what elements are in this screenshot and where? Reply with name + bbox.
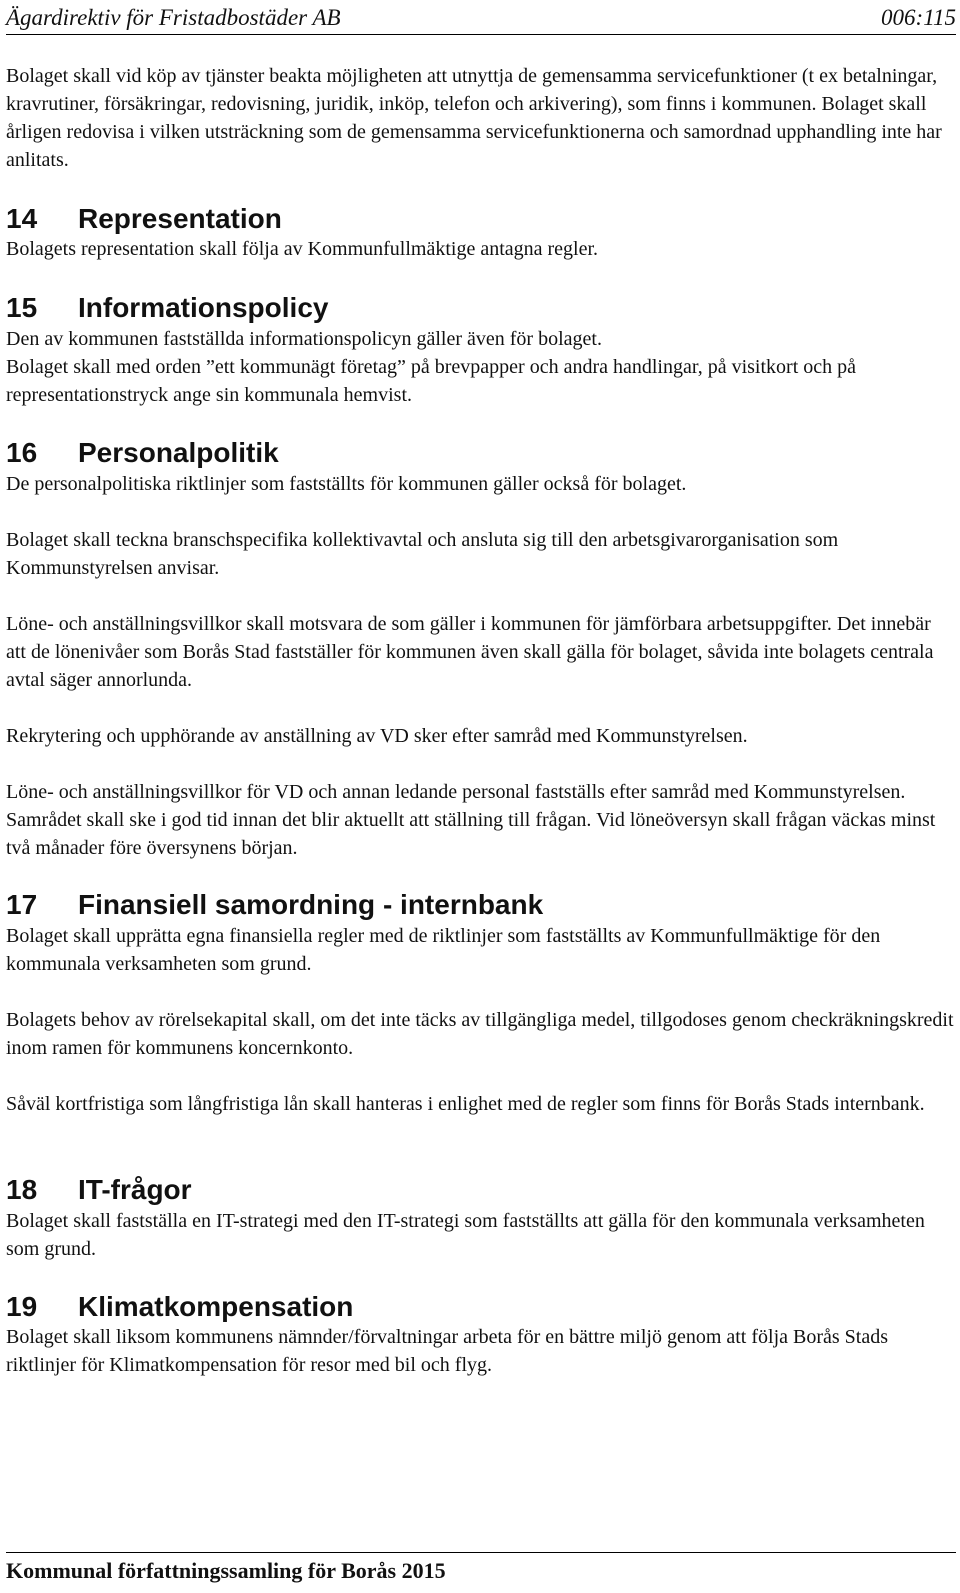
section-title: Representation	[78, 203, 282, 234]
section-heading-14	[6, 202, 282, 236]
section-paragraph: De personalpolitiska riktlinjer som fastställts för kommunen gäller också för bolaget.	[6, 473, 687, 495]
section-heading-17	[6, 888, 543, 922]
page-reference: 006:115	[881, 5, 956, 30]
section-paragraph: Den av kommunen fastställda informationspolicyn gäller även för bolaget.	[6, 328, 602, 350]
section-heading-16	[6, 436, 279, 470]
section-number: 17	[6, 889, 38, 920]
section-paragraph: Bolagets behov av rörelsekapital skall, om det inte täcks av tillgängliga medel, tillgodoses genom checkräkningskredit inom ramen för kommunens koncernkonto.	[6, 1009, 954, 1059]
page-footer	[6, 1552, 956, 1585]
section-paragraph: Bolagets representation skall följa av Kommunfullmäktige antagna regler.	[6, 238, 599, 260]
section-paragraph: Löne- och anställningsvillkor för VD och annan ledande personal fastställs efter samråd med Kommunstyrelsen. Samrådet skall ske i god tid innan det blir aktuellt att ställning till frågan. Vid löneöversyn skall frågan väckas minst två månader före översynens början.	[6, 781, 936, 859]
section-paragraph: Bolaget skall fastställa en IT-strategi med den IT-strategi som fastställts att gälla för den kommunala verksamheten som grund.	[6, 1210, 925, 1260]
section-paragraph: Bolaget skall liksom kommunens nämnder/förvaltningar arbeta för en bättre miljö genom att följa Borås Stads riktlinjer för Klimatkompensation för resor med bil och flyg.	[6, 1326, 889, 1376]
section-heading-18	[6, 1173, 192, 1207]
section-number: 15	[6, 292, 38, 323]
section-heading-19	[6, 1290, 353, 1324]
section-paragraph: Löne- och anställningsvillkor skall motsvara de som gäller i kommunen för jämförbara arbetsuppgifter. Det innebär att de lönenivåer som Borås Stad fastställer för kommunen även skall gälla för bolaget, såvida inte bolagets centrala avtal säger annorlunda.	[6, 613, 934, 691]
intro-paragraph: Bolaget skall vid köp av tjänster beakta möjligheten att utnyttja de gemensamma servicefunktioner (t ex betalningar, kravrutiner, försäkringar, redovisning, juridik, inköp, telefon och arkivering), som finns i kommunen. Bolaget skall årligen redovisa i vilken utsträckning som de gemensamma servicefunktionerna och samordnad upphandling inte har anlitats.	[6, 65, 942, 171]
section-number: 16	[6, 437, 38, 468]
section-title: Informationspolicy	[78, 292, 329, 323]
section-paragraph: Bolaget skall teckna branschspecifika kollektivavtal och ansluta sig till den arbetsgivarorganisation som Kommunstyrelsen anvisar.	[6, 529, 839, 579]
page-header	[6, 0, 956, 35]
section-heading-15	[6, 291, 328, 325]
section-title: IT-frågor	[78, 1174, 192, 1205]
section-number: 14	[6, 203, 38, 234]
section-title: Personalpolitik	[78, 437, 279, 468]
document-title: Ägardirektiv för Fristadbostäder AB	[6, 5, 341, 30]
section-paragraph: Såväl kortfristiga som långfristiga lån skall hanteras i enlighet med de regler som finns för Borås Stads internbank.	[6, 1093, 925, 1115]
section-paragraph: Bolaget skall med orden ”ett kommunägt företag” på brevpapper och andra handlingar, på visitkort och på representationstryck ange sin kommunala hemvist.	[6, 356, 857, 406]
section-number: 19	[6, 1291, 38, 1322]
section-title: Klimatkompensation	[78, 1291, 354, 1322]
section-paragraph: Rekrytering och upphörande av anställning av VD sker efter samråd med Kommunstyrelsen.	[6, 725, 748, 747]
footer-text: Kommunal författningssamling för Borås 2015	[6, 1558, 446, 1583]
section-paragraph: Bolaget skall upprätta egna finansiella regler med de riktlinjer som fastställts av Kommunfullmäktige för den kommunala verksamheten som grund.	[6, 925, 881, 975]
section-title: Finansiell samordning - internbank	[78, 889, 544, 920]
section-number: 18	[6, 1174, 38, 1205]
